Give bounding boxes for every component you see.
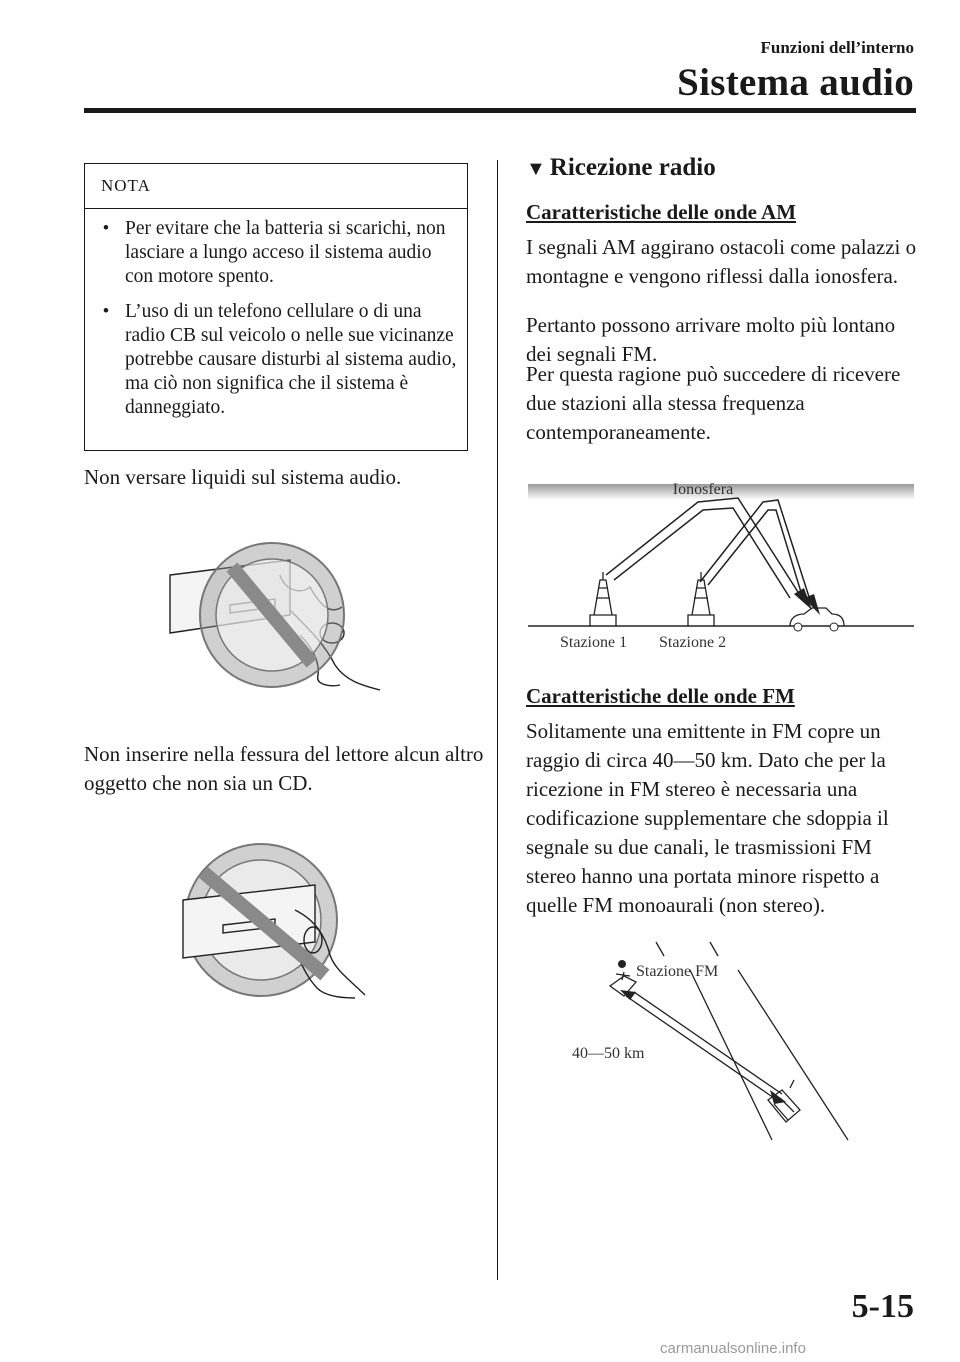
warning-cd-text: Non inserire nella fessura del lettore alcun altro oggetto che non sia un CD. [84, 742, 484, 795]
footer-watermark: carmanualsonline.info [660, 1340, 806, 1357]
bullet-icon: • [102, 301, 110, 322]
fm-station-label: Stazione FM [636, 963, 719, 980]
note-item [102, 300, 463, 420]
section-heading [526, 154, 716, 182]
no-objects-illustration [165, 830, 395, 1005]
bullet-icon: • [102, 218, 110, 239]
note-box [84, 163, 468, 451]
am-heading: Caratteristiche delle onde AM [526, 200, 797, 224]
note-item [102, 217, 463, 289]
warning-liquids-text: Non versare liquidi sul sistema audio. [84, 465, 402, 489]
am-text-3: Per questa ragione può succedere di ricevere due stazioni alla stessa frequenza contemporaneamente. [526, 362, 901, 444]
station-2-label: Stazione 2 [659, 634, 727, 651]
fm-range-diagram [560, 940, 860, 1145]
page-number: 5-15 [851, 1288, 914, 1325]
station-1-label: Stazione 1 [560, 634, 628, 651]
note-item-text: L’uso di un telefono cellulare o di una radio CB sul veicolo o nelle sue vicinanze potrebbe causare disturbi al sistema audio, ma ciò non significa che il sistema è danneggiato. [125, 301, 457, 418]
am-text-1: I segnali AM aggirano ostacoli come palazzi o montagne e vengono riflessi dalla ionosfera. [526, 235, 917, 288]
section-title: Funzioni dell’interno [760, 38, 914, 57]
section-heading-text: Ricezione radio [549, 154, 716, 181]
no-liquids-illustration [160, 535, 390, 705]
note-title: NOTA [85, 164, 467, 209]
ionosphere-label: Ionosfera [672, 481, 734, 498]
column-divider [497, 160, 498, 1280]
note-item-text: Per evitare che la batteria si scarichi, non lasciare a lungo acceso il sistema audio con motore spento. [125, 218, 446, 287]
triangle-icon: ▼ [526, 158, 546, 180]
header-rule [84, 108, 916, 113]
chapter-title: Sistema audio [677, 61, 914, 104]
am-ionosphere-diagram [528, 480, 918, 655]
fm-range-label: 40―50 km [572, 1045, 645, 1062]
fm-text: Solitamente una emittente in FM copre un raggio di circa 40―50 km. Dato che per la ricezione in FM stereo è necessaria una codificazione supplementare che sdoppia il segnale su due canali, le trasmissioni FM stereo hanno una portata minore rispetto a quelle FM monoaurali (non stereo). [526, 719, 889, 917]
am-text-2: Pertanto possono arrivare molto più lontano dei segnali FM. [526, 313, 896, 366]
fm-heading: Caratteristiche delle onde FM [526, 684, 795, 708]
